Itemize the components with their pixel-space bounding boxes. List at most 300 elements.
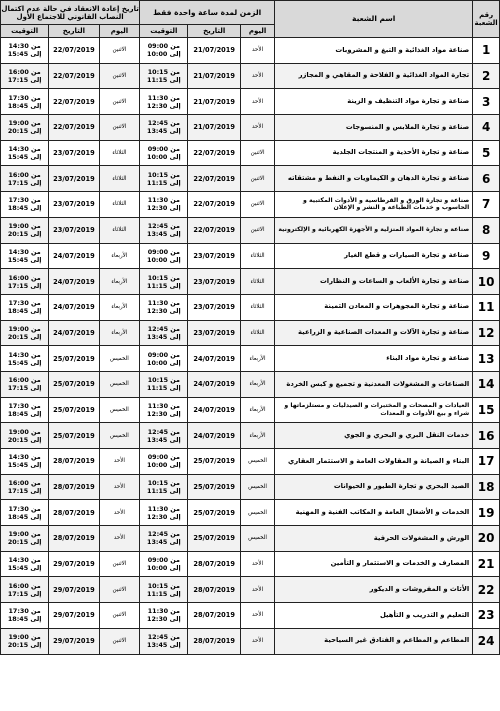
reconvene-day: الاثنين bbox=[99, 577, 140, 603]
reconvene-time bbox=[1, 423, 49, 449]
first-meeting-day: الخميس bbox=[240, 500, 274, 526]
first-meeting-date: 28/07/2019 bbox=[188, 628, 240, 654]
reconvene-date: 29/07/2019 bbox=[49, 603, 99, 629]
first-meeting-time-part: إلى 10:00 bbox=[147, 153, 181, 162]
first-meeting-time bbox=[140, 140, 188, 166]
sector-name: الصناعات و المشغولات المعدنية و تجميع و كبس الخردة bbox=[275, 371, 473, 397]
first-meeting-time-part: من 12:45 bbox=[147, 427, 180, 436]
header-time-2: التوقيت bbox=[1, 25, 49, 38]
first-meeting-day: الأحد bbox=[240, 628, 274, 654]
reconvene-time-part: إلى 17:15 bbox=[7, 281, 42, 290]
sector-name: الورش و المشغولات الحرفية bbox=[275, 526, 473, 552]
sector-name: الصيد البحري و تجارة الطيور و الحيوانات bbox=[275, 474, 473, 500]
first-meeting-day: الخميس bbox=[240, 474, 274, 500]
table-row bbox=[1, 551, 500, 577]
reconvene-day: الثلاثاء bbox=[99, 140, 140, 166]
header-day-2: اليوم bbox=[99, 25, 140, 38]
first-meeting-day: الاثنين bbox=[240, 217, 274, 243]
first-meeting-date: 24/07/2019 bbox=[188, 371, 240, 397]
sector-name: صناعة و تجارة المجوهرات و المعادن الثمينة bbox=[275, 294, 473, 320]
reconvene-date: 29/07/2019 bbox=[49, 577, 99, 603]
reconvene-date: 25/07/2019 bbox=[49, 397, 99, 423]
first-meeting-date: 22/07/2019 bbox=[188, 192, 240, 218]
first-meeting-time-part: إلى 12:30 bbox=[147, 409, 181, 418]
table-row bbox=[1, 474, 500, 500]
reconvene-date: 24/07/2019 bbox=[49, 294, 99, 320]
sector-name: صناعة و تجارة الورق و القرطاسية و الأدوات المكتبية و الحاسوب و خدمات الطباعة و النشر و الإعلان bbox=[275, 192, 473, 218]
row-number: 13 bbox=[473, 346, 500, 372]
first-meeting-time-part: إلى 12:30 bbox=[147, 307, 181, 316]
reconvene-date: 25/07/2019 bbox=[49, 423, 99, 449]
row-number: 11 bbox=[473, 294, 500, 320]
reconvene-day: الاثنين bbox=[99, 115, 140, 141]
first-meeting-day: الثلاثاء bbox=[240, 320, 274, 346]
first-meeting-time-part: من 09:00 bbox=[147, 247, 180, 256]
first-meeting-day: الاثنين bbox=[240, 166, 274, 192]
first-meeting-date: 28/07/2019 bbox=[188, 603, 240, 629]
first-meeting-date: 24/07/2019 bbox=[188, 423, 240, 449]
reconvene-day: الأربعاء bbox=[99, 243, 140, 269]
reconvene-day: الخميس bbox=[99, 371, 140, 397]
first-meeting-day: الأحد bbox=[240, 89, 274, 115]
reconvene-time-part: إلى 20:15 bbox=[7, 127, 42, 136]
table-row bbox=[1, 192, 500, 218]
first-meeting-time-part: إلى 12:30 bbox=[147, 512, 181, 521]
sector-name: الأثاث و المفروشات و الديكور bbox=[275, 577, 473, 603]
row-number: 14 bbox=[473, 371, 500, 397]
reconvene-time bbox=[1, 38, 49, 64]
reconvene-time bbox=[1, 294, 49, 320]
first-meeting-time bbox=[140, 474, 188, 500]
sector-name: صناعة و تجارة الآلات و المعدات الصناعية و الزراعية bbox=[275, 320, 473, 346]
reconvene-time bbox=[1, 346, 49, 372]
header-first-meeting: الزمن لمدة ساعة واحدة فقط bbox=[140, 1, 275, 25]
header-time-1: التوقيت bbox=[140, 25, 188, 38]
first-meeting-day: الأحد bbox=[240, 115, 274, 141]
first-meeting-date: 23/07/2019 bbox=[188, 320, 240, 346]
first-meeting-date: 25/07/2019 bbox=[188, 474, 240, 500]
table-row bbox=[1, 38, 500, 64]
first-meeting-date: 21/07/2019 bbox=[188, 38, 240, 64]
reconvene-time bbox=[1, 474, 49, 500]
reconvene-day: الأربعاء bbox=[99, 294, 140, 320]
reconvene-time-part: إلى 17:15 bbox=[7, 487, 42, 496]
reconvene-day: الاثنين bbox=[99, 38, 140, 64]
table-row bbox=[1, 500, 500, 526]
reconvene-time-part: من 14:30 bbox=[8, 350, 41, 359]
reconvene-time bbox=[1, 371, 49, 397]
reconvene-date: 24/07/2019 bbox=[49, 269, 99, 295]
sector-name: المطاعم و المطاعم و الفنادق غير السياحية bbox=[275, 628, 473, 654]
table-row bbox=[1, 423, 500, 449]
first-meeting-time-part: إلى 11:15 bbox=[147, 589, 181, 598]
first-meeting-date: 23/07/2019 bbox=[188, 294, 240, 320]
sector-name: البناء و الصيانة و المقاولات العامة و الاستثمار العقاري bbox=[275, 449, 473, 475]
reconvene-day: الأربعاء bbox=[99, 320, 140, 346]
reconvene-day: الأحد bbox=[99, 526, 140, 552]
reconvene-time bbox=[1, 551, 49, 577]
reconvene-time-part: إلى 15:45 bbox=[7, 153, 42, 162]
first-meeting-time-part: إلى 10:00 bbox=[147, 255, 181, 264]
row-number: 23 bbox=[473, 603, 500, 629]
reconvene-date: 28/07/2019 bbox=[49, 526, 99, 552]
table-row bbox=[1, 63, 500, 89]
first-meeting-day: الأحد bbox=[240, 603, 274, 629]
reconvene-day: الاثنين bbox=[99, 551, 140, 577]
first-meeting-date: 21/07/2019 bbox=[188, 63, 240, 89]
first-meeting-time-part: من 11:30 bbox=[147, 607, 180, 616]
row-number: 20 bbox=[473, 526, 500, 552]
first-meeting-time-part: من 10:15 bbox=[147, 581, 180, 590]
first-meeting-time bbox=[140, 603, 188, 629]
first-meeting-time-part: من 09:00 bbox=[147, 556, 180, 565]
header-reconvene: تاريخ إعادة الانعقاد في حالة عدم اكتمال النصاب القانوني للاجتماع الأول bbox=[1, 1, 140, 25]
row-number: 22 bbox=[473, 577, 500, 603]
first-meeting-date: 22/07/2019 bbox=[188, 166, 240, 192]
row-number: 4 bbox=[473, 115, 500, 141]
reconvene-time-part: من 19:00 bbox=[8, 119, 41, 128]
reconvene-time bbox=[1, 63, 49, 89]
header-date-1: التاريخ bbox=[188, 25, 240, 38]
first-meeting-time bbox=[140, 89, 188, 115]
first-meeting-time-part: إلى 13:45 bbox=[147, 435, 181, 444]
first-meeting-date: 24/07/2019 bbox=[188, 397, 240, 423]
row-number: 1 bbox=[473, 38, 500, 64]
reconvene-day: الثلاثاء bbox=[99, 166, 140, 192]
reconvene-time-part: من 14:30 bbox=[8, 42, 41, 51]
first-meeting-time bbox=[140, 217, 188, 243]
first-meeting-time bbox=[140, 500, 188, 526]
reconvene-date: 25/07/2019 bbox=[49, 346, 99, 372]
table-row bbox=[1, 217, 500, 243]
first-meeting-date: 25/07/2019 bbox=[188, 526, 240, 552]
reconvene-day: الخميس bbox=[99, 423, 140, 449]
first-meeting-time bbox=[140, 243, 188, 269]
first-meeting-time bbox=[140, 577, 188, 603]
first-meeting-time-part: من 10:15 bbox=[147, 273, 180, 282]
first-meeting-time-part: من 12:45 bbox=[147, 324, 180, 333]
reconvene-time-part: إلى 18:45 bbox=[7, 307, 42, 316]
first-meeting-time bbox=[140, 320, 188, 346]
row-number: 12 bbox=[473, 320, 500, 346]
row-number: 9 bbox=[473, 243, 500, 269]
first-meeting-time bbox=[140, 526, 188, 552]
reconvene-day: الخميس bbox=[99, 397, 140, 423]
reconvene-time-part: إلى 17:15 bbox=[7, 589, 42, 598]
first-meeting-time-part: إلى 10:00 bbox=[147, 461, 181, 470]
row-number: 7 bbox=[473, 192, 500, 218]
first-meeting-time-part: من 09:00 bbox=[147, 42, 180, 51]
sector-name: صناعة و تجارة الأحذية و المنتجات الجلدية bbox=[275, 140, 473, 166]
first-meeting-time-part: إلى 13:45 bbox=[147, 127, 181, 136]
reconvene-time-part: إلى 17:15 bbox=[7, 178, 42, 187]
reconvene-time-part: إلى 15:45 bbox=[7, 50, 42, 59]
reconvene-time-part: من 17:30 bbox=[8, 504, 41, 513]
first-meeting-time bbox=[140, 166, 188, 192]
first-meeting-day: الأربعاء bbox=[240, 423, 274, 449]
reconvene-time-part: إلى 20:15 bbox=[7, 435, 42, 444]
row-number: 5 bbox=[473, 140, 500, 166]
reconvene-time-part: إلى 20:15 bbox=[7, 538, 42, 547]
first-meeting-day: الأحد bbox=[240, 38, 274, 64]
first-meeting-time-part: من 09:00 bbox=[147, 145, 180, 154]
reconvene-date: 24/07/2019 bbox=[49, 320, 99, 346]
first-meeting-time-part: من 10:15 bbox=[147, 376, 180, 385]
reconvene-time-part: إلى 17:15 bbox=[7, 76, 42, 85]
row-number: 3 bbox=[473, 89, 500, 115]
first-meeting-time-part: من 10:15 bbox=[147, 479, 180, 488]
reconvene-day: الاثنين bbox=[99, 603, 140, 629]
reconvene-time bbox=[1, 320, 49, 346]
first-meeting-time-part: من 10:15 bbox=[147, 170, 180, 179]
reconvene-date: 25/07/2019 bbox=[49, 371, 99, 397]
first-meeting-day: الخميس bbox=[240, 449, 274, 475]
reconvene-date: 28/07/2019 bbox=[49, 500, 99, 526]
first-meeting-time bbox=[140, 346, 188, 372]
first-meeting-time-part: إلى 13:45 bbox=[147, 230, 181, 239]
first-meeting-day: الأربعاء bbox=[240, 371, 274, 397]
reconvene-day: الخميس bbox=[99, 346, 140, 372]
first-meeting-time-part: من 11:30 bbox=[147, 93, 180, 102]
reconvene-time-part: من 16:00 bbox=[8, 68, 41, 77]
reconvene-time-part: إلى 18:45 bbox=[7, 615, 42, 624]
row-number: 15 bbox=[473, 397, 500, 423]
sector-name: التعليم و التدريب و التأهيل bbox=[275, 603, 473, 629]
reconvene-time-part: من 17:30 bbox=[8, 607, 41, 616]
reconvene-date: 22/07/2019 bbox=[49, 38, 99, 64]
sector-name: صناعة و تجارة السيارات و قطع الغيار bbox=[275, 243, 473, 269]
reconvene-date: 23/07/2019 bbox=[49, 166, 99, 192]
reconvene-time-part: من 14:30 bbox=[8, 453, 41, 462]
reconvene-time-part: إلى 15:45 bbox=[7, 461, 42, 470]
reconvene-time-part: إلى 20:15 bbox=[7, 230, 42, 239]
first-meeting-time-part: من 09:00 bbox=[147, 350, 180, 359]
reconvene-time-part: من 16:00 bbox=[8, 376, 41, 385]
first-meeting-day: الأربعاء bbox=[240, 397, 274, 423]
reconvene-time-part: من 19:00 bbox=[8, 427, 41, 436]
reconvene-time bbox=[1, 115, 49, 141]
reconvene-time bbox=[1, 243, 49, 269]
reconvene-time-part: من 16:00 bbox=[8, 170, 41, 179]
row-number: 6 bbox=[473, 166, 500, 192]
table-row bbox=[1, 346, 500, 372]
table-row bbox=[1, 294, 500, 320]
reconvene-time-part: من 17:30 bbox=[8, 299, 41, 308]
first-meeting-date: 21/07/2019 bbox=[188, 89, 240, 115]
first-meeting-time-part: إلى 10:00 bbox=[147, 564, 181, 573]
reconvene-time-part: من 19:00 bbox=[8, 324, 41, 333]
table-row bbox=[1, 89, 500, 115]
reconvene-time-part: من 19:00 bbox=[8, 222, 41, 231]
first-meeting-time-part: من 12:45 bbox=[147, 530, 180, 539]
table-row bbox=[1, 577, 500, 603]
sector-name: صناعة و تجارة الألعاب و الساعات و النظارات bbox=[275, 269, 473, 295]
first-meeting-time-part: من 12:45 bbox=[147, 119, 180, 128]
reconvene-time-part: إلى 20:15 bbox=[7, 641, 42, 650]
reconvene-time bbox=[1, 89, 49, 115]
reconvene-time-part: من 16:00 bbox=[8, 581, 41, 590]
first-meeting-day: الأربعاء bbox=[240, 346, 274, 372]
first-meeting-day: الخميس bbox=[240, 526, 274, 552]
sector-name: صناعة و تجارة المواد المنزلية و الأجهزة الكهربائية و الإلكترونية bbox=[275, 217, 473, 243]
first-meeting-time bbox=[140, 449, 188, 475]
row-number: 24 bbox=[473, 628, 500, 654]
sector-name: خدمات النقل البري و البحري و الجوي bbox=[275, 423, 473, 449]
reconvene-date: 22/07/2019 bbox=[49, 63, 99, 89]
sector-name: العيادات و المصحات و المختبرات و الصيدليات و مستلزماتها و شراء و بيع الأدوات و المعدات bbox=[275, 397, 473, 423]
reconvene-time bbox=[1, 628, 49, 654]
reconvene-time-part: من 17:30 bbox=[8, 401, 41, 410]
reconvene-day: الأحد bbox=[99, 474, 140, 500]
table-row bbox=[1, 140, 500, 166]
reconvene-time-part: من 19:00 bbox=[8, 530, 41, 539]
first-meeting-time-part: من 12:45 bbox=[147, 633, 180, 642]
first-meeting-date: 21/07/2019 bbox=[188, 115, 240, 141]
first-meeting-time-part: إلى 11:15 bbox=[147, 178, 181, 187]
first-meeting-time bbox=[140, 628, 188, 654]
first-meeting-time bbox=[140, 423, 188, 449]
first-meeting-date: 25/07/2019 bbox=[188, 449, 240, 475]
row-number: 17 bbox=[473, 449, 500, 475]
first-meeting-day: الاثنين bbox=[240, 192, 274, 218]
first-meeting-time-part: من 12:45 bbox=[147, 222, 180, 231]
reconvene-time bbox=[1, 269, 49, 295]
first-meeting-day: الثلاثاء bbox=[240, 269, 274, 295]
reconvene-time-part: إلى 17:15 bbox=[7, 384, 42, 393]
first-meeting-time-part: من 11:30 bbox=[147, 401, 180, 410]
table-row bbox=[1, 603, 500, 629]
first-meeting-day: الثلاثاء bbox=[240, 243, 274, 269]
first-meeting-time bbox=[140, 38, 188, 64]
reconvene-time-part: إلى 15:45 bbox=[7, 564, 42, 573]
reconvene-time bbox=[1, 140, 49, 166]
reconvene-time bbox=[1, 217, 49, 243]
row-number: 21 bbox=[473, 551, 500, 577]
first-meeting-date: 23/07/2019 bbox=[188, 269, 240, 295]
first-meeting-time-part: إلى 13:45 bbox=[147, 332, 181, 341]
first-meeting-date: 22/07/2019 bbox=[188, 217, 240, 243]
table-row bbox=[1, 371, 500, 397]
reconvene-time-part: إلى 18:45 bbox=[7, 101, 42, 110]
table-row bbox=[1, 269, 500, 295]
first-meeting-date: 28/07/2019 bbox=[188, 551, 240, 577]
reconvene-date: 23/07/2019 bbox=[49, 192, 99, 218]
reconvene-time-part: من 17:30 bbox=[8, 196, 41, 205]
sector-name: صناعة و تجارة الدهان و الكيماويات و النفط و مشتقاته bbox=[275, 166, 473, 192]
table-row bbox=[1, 243, 500, 269]
reconvene-time bbox=[1, 166, 49, 192]
reconvene-time-part: إلى 15:45 bbox=[7, 255, 42, 264]
reconvene-time bbox=[1, 526, 49, 552]
reconvene-date: 29/07/2019 bbox=[49, 628, 99, 654]
first-meeting-date: 28/07/2019 bbox=[188, 577, 240, 603]
reconvene-time-part: من 16:00 bbox=[8, 479, 41, 488]
first-meeting-time bbox=[140, 115, 188, 141]
reconvene-time-part: إلى 18:45 bbox=[7, 512, 42, 521]
first-meeting-time-part: إلى 13:45 bbox=[147, 641, 181, 650]
first-meeting-day: الاثنين bbox=[240, 140, 274, 166]
sector-name: صناعة و تجارة مواد البناء bbox=[275, 346, 473, 372]
first-meeting-time-part: إلى 11:15 bbox=[147, 76, 181, 85]
first-meeting-time bbox=[140, 371, 188, 397]
reconvene-day: الأحد bbox=[99, 500, 140, 526]
reconvene-day: الثلاثاء bbox=[99, 192, 140, 218]
first-meeting-time-part: من 11:30 bbox=[147, 196, 180, 205]
row-number: 10 bbox=[473, 269, 500, 295]
sector-name: الخدمات و الأشغال العامة و المكاتب الفنية و المهنية bbox=[275, 500, 473, 526]
first-meeting-time-part: من 11:30 bbox=[147, 504, 180, 513]
reconvene-date: 28/07/2019 bbox=[49, 474, 99, 500]
first-meeting-time bbox=[140, 294, 188, 320]
first-meeting-time-part: إلى 12:30 bbox=[147, 615, 181, 624]
header-day-1: اليوم bbox=[240, 25, 274, 38]
reconvene-day: الأحد bbox=[99, 449, 140, 475]
first-meeting-time-part: إلى 10:00 bbox=[147, 50, 181, 59]
first-meeting-date: 25/07/2019 bbox=[188, 500, 240, 526]
first-meeting-time-part: إلى 10:00 bbox=[147, 358, 181, 367]
reconvene-date: 22/07/2019 bbox=[49, 89, 99, 115]
reconvene-date: 28/07/2019 bbox=[49, 449, 99, 475]
table-row bbox=[1, 628, 500, 654]
reconvene-time-part: من 14:30 bbox=[8, 247, 41, 256]
sector-name: صناعة و تجارة الملابس و المنسوجات bbox=[275, 115, 473, 141]
reconvene-day: الاثنين bbox=[99, 89, 140, 115]
reconvene-day: الأربعاء bbox=[99, 269, 140, 295]
reconvene-time bbox=[1, 500, 49, 526]
first-meeting-day: الأحد bbox=[240, 63, 274, 89]
reconvene-time bbox=[1, 192, 49, 218]
first-meeting-time-part: إلى 12:30 bbox=[147, 204, 181, 213]
header-date-2: التاريخ bbox=[49, 25, 99, 38]
row-number: 8 bbox=[473, 217, 500, 243]
sector-name: صناعة و تجارة مواد التنظيف و الزينة bbox=[275, 89, 473, 115]
first-meeting-time bbox=[140, 63, 188, 89]
reconvene-time-part: من 17:30 bbox=[8, 93, 41, 102]
reconvene-time-part: إلى 18:45 bbox=[7, 204, 42, 213]
first-meeting-time-part: من 09:00 bbox=[147, 453, 180, 462]
first-meeting-day: الأحد bbox=[240, 577, 274, 603]
header-number: رقم الشعبة bbox=[473, 1, 500, 38]
first-meeting-time-part: إلى 13:45 bbox=[147, 538, 181, 547]
first-meeting-time-part: إلى 11:15 bbox=[147, 281, 181, 290]
table-row bbox=[1, 320, 500, 346]
reconvene-time-part: من 19:00 bbox=[8, 633, 41, 642]
reconvene-time-part: إلى 18:45 bbox=[7, 409, 42, 418]
first-meeting-date: 23/07/2019 bbox=[188, 243, 240, 269]
reconvene-time-part: إلى 20:15 bbox=[7, 332, 42, 341]
first-meeting-time bbox=[140, 269, 188, 295]
table-row bbox=[1, 166, 500, 192]
table-row bbox=[1, 397, 500, 423]
reconvene-time-part: من 14:30 bbox=[8, 145, 41, 154]
reconvene-time-part: من 16:00 bbox=[8, 273, 41, 282]
first-meeting-time-part: إلى 11:15 bbox=[147, 487, 181, 496]
reconvene-time bbox=[1, 449, 49, 475]
sector-name: صناعة مواد الغذائية و التبغ و المشروبات bbox=[275, 38, 473, 64]
reconvene-date: 24/07/2019 bbox=[49, 243, 99, 269]
row-number: 2 bbox=[473, 63, 500, 89]
first-meeting-date: 22/07/2019 bbox=[188, 140, 240, 166]
reconvene-date: 23/07/2019 bbox=[49, 140, 99, 166]
reconvene-day: الاثنين bbox=[99, 63, 140, 89]
first-meeting-time-part: من 10:15 bbox=[147, 68, 180, 77]
first-meeting-time-part: إلى 12:30 bbox=[147, 101, 181, 110]
table-row bbox=[1, 115, 500, 141]
reconvene-date: 22/07/2019 bbox=[49, 115, 99, 141]
reconvene-time bbox=[1, 603, 49, 629]
table-row bbox=[1, 449, 500, 475]
first-meeting-date: 24/07/2019 bbox=[188, 346, 240, 372]
